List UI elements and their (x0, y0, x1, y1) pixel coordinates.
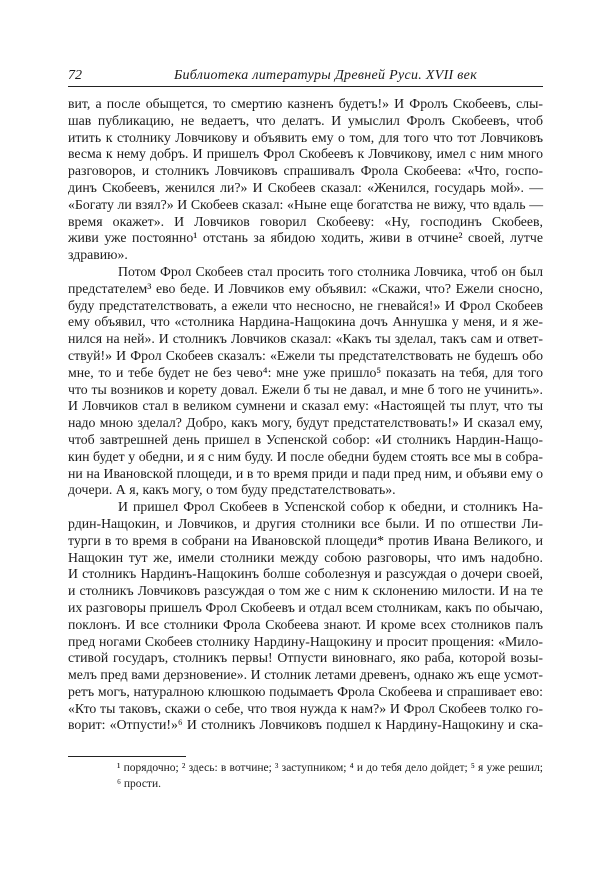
text-line: ретъ могъ, натуралною клюшкою подымаетъ Фрола Скобеева и спрашивает ево: (68, 683, 543, 699)
text-line: их разговоры пришелъ Фрол Скобеевъ и отдал всем столникам, какъ по обычаю, (68, 599, 543, 615)
text-line: живи уже постоянно¹ отстань за ябидою ходить, живи в отчине² своей, лутче (68, 230, 543, 246)
text-line: И пришел Фрол Скобеев в Успенской собор к обедни, и столникъ На- (118, 499, 543, 515)
text-line: предстателем³ ево беде. И Ловчиков ему объявил: «Скажи, что? Ежели сносно, (68, 280, 543, 296)
text-line: кин будет у обедни, и я с ним буду. И после обедни будем стоять все мы в собра- (68, 448, 543, 464)
text-line: рдин-Нащокин, и Ловчиков, и другия столники все были. И по отшестви Ли- (68, 515, 543, 531)
text-line: время окажет». И Ловчиков говорил Скобееву: «Ну, господинъ Скобеев, (68, 213, 543, 229)
text-line: И Ловчиков стал в великом сумнени и сказал ему: «Настоящей ты плут, что ты (68, 398, 543, 414)
text-line: «Кто ты таковъ, скажи о себе, что твоя нужда к нам?» И Фрол Скобеев толко го- (68, 700, 543, 716)
text-line: здравию». (68, 247, 128, 263)
running-title: Библиотека литературы Древней Руси. XVII век (173, 68, 478, 83)
body-text (68, 96, 543, 734)
text-line: «Богату ли взял?» И Скобеев сказал: «Ныне еще богатства не вижу, что вдаль — (68, 196, 543, 212)
footnote-line: ⁶ прости. (117, 778, 161, 790)
footnote-line: ¹ порядочно; ² здесь: в вотчине; ³ заступником; ⁴ и до тебя дело дойдет; ⁵ я уже решил; (117, 762, 543, 774)
page-number: 72 (68, 68, 82, 83)
text-line: Потом Фрол Скобеев стал просить того столника Ловчика, чтоб он был (118, 263, 543, 279)
text-line: ни на Ивановской площеди, и в то время приди и пади пред ним, и объяви ему о (68, 465, 543, 481)
text-line: чтоб завтрешней день пришел в Успенской собор: «И столникъ Нардин-Нащо- (68, 431, 543, 447)
text-line: турги в то время в собрани на Ивановской площеди* против Ивана Великого, и (68, 532, 543, 548)
text-line: буду предстателствовать, а ежели что несносно, не гневайся!» И Фрол Скобеев (68, 297, 543, 313)
text-line: динъ Скобеевъ, женился ли?» И Скобеев сказал: «Женился, государь мой». — (68, 179, 543, 195)
text-line: вит, а после обыщется, то смертию казненъ будетъ!» И Фролъ Скобеевъ, слы- (68, 96, 543, 111)
text-line: стивой государъ, столникъ первы! Отпусти виновнаго, яко раба, которой возы- (68, 650, 543, 666)
text-line: шав публикацию, не ведаетъ, что делатъ. И умыслил Фролъ Скобеевъ, чтоб (68, 112, 543, 128)
text-line: ствуй!» И Фрол Скобеев сказалъ: «Ежели ты предстателствовать не будешъ обо (68, 347, 543, 363)
text-line: ворит: «Отпусти!»⁶ И столникъ Ловчиковъ подшел к Нардину-Нащокину и ска- (68, 717, 543, 733)
text-line: пред ногами Скобеев столнику Нардину-Нащокину и просит прощения: «Мило- (68, 633, 543, 649)
text-line: мне, то и тебе будет не без чево⁴: мне уже пришло⁵ показать на тебя, для того (68, 364, 543, 380)
text-line: И столникъ Нардинъ-Нащокинъ болше соболезнуя и разсуждая о дочери своей, (68, 566, 543, 582)
text-line: дочери. А я, какъ могу, о том буду предстателствовать». (68, 482, 396, 498)
text-line: нился на ней». И столникъ Ловчиков сказал: «Какъ ты зделал, такъ сам и ответ- (68, 331, 543, 347)
text-line: ему объявил, что «столника Нардина-Нащокина дочъ Аннушка у меня, и я же- (68, 314, 543, 330)
text-line: итить к столнику Ловчикову и объявить ему о том, для того что тот Ловчиковъ (68, 129, 543, 145)
text-line: и столникъ Ловчиковъ разсуждая о том же с ним к склонению милости. И на те (68, 583, 543, 599)
text-line: надо мною зделал? Добро, какъ могу, будут предстателствовать!» И сказал ему, (68, 415, 543, 431)
text-line: весма к нему добръ. И пришелъ Фрол Скобеевъ к Ловчикову, имел с ним много (68, 146, 543, 162)
text-line: что ты возников и корету довал. Ежели б ты не давал, и мне б того не учинить». (68, 381, 543, 397)
running-header (68, 66, 543, 87)
text-line: разговоров, и столникъ Ловчиковъ спрашивалъ Фрола Скобеева: «Что, госпо- (68, 163, 543, 179)
footnote-divider (68, 756, 186, 757)
text-line: поклонъ. И все столники Фрола Скобеева знают. И кроме всех столников палъ (68, 616, 543, 632)
text-line: мелъ пред вами дерзновение». И столник летами древенъ, однако жъ еще усмот- (68, 667, 543, 683)
text-line: Нащокин тут же, имели столники между собою разговоры, что имъ надобно. (68, 549, 543, 565)
